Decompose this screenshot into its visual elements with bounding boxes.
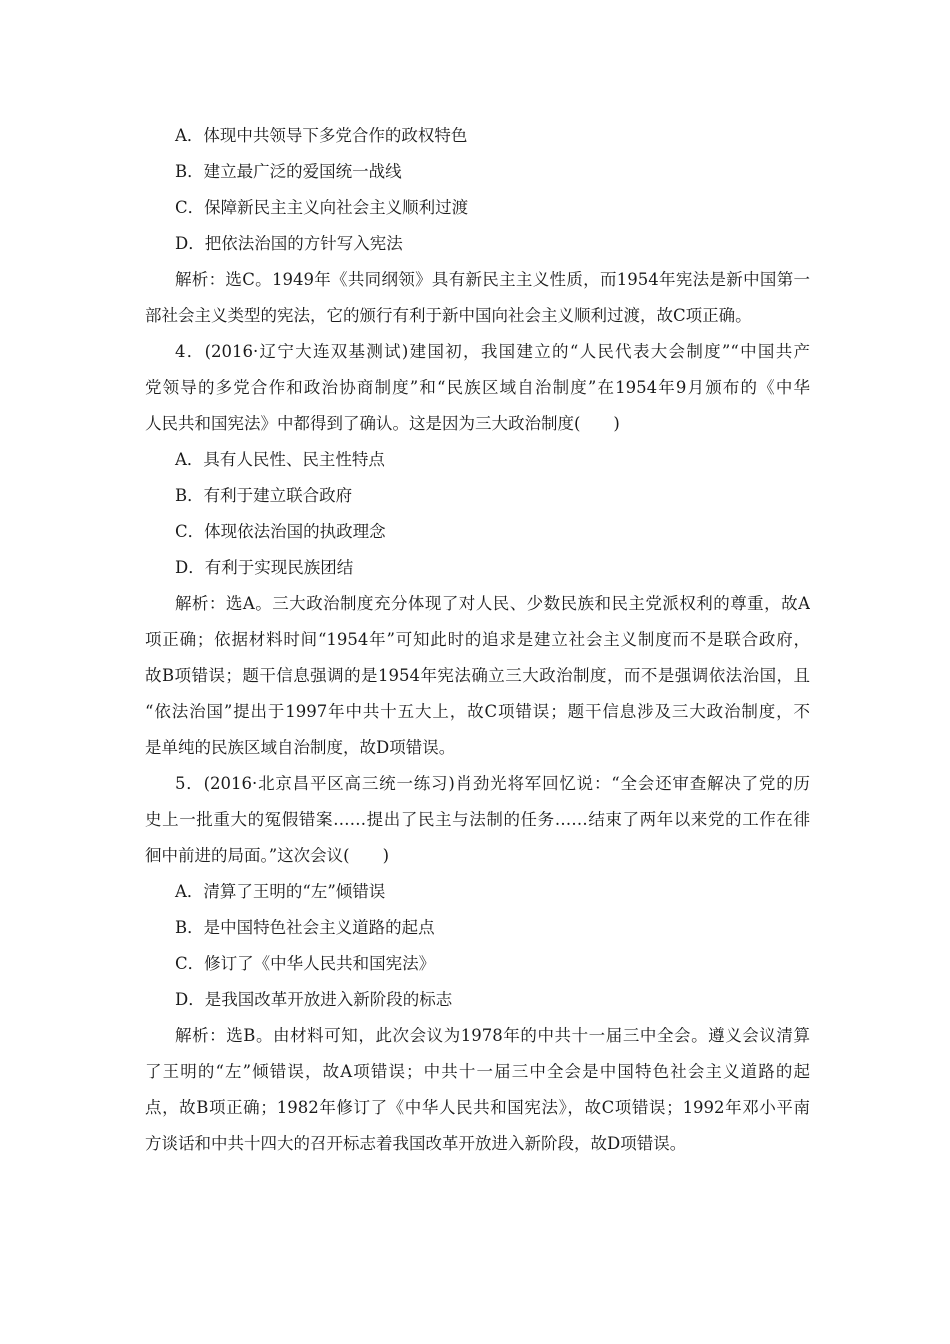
q5-option-d: D．是我国改革开放进入新阶段的标志 — [175, 990, 453, 1009]
q5-analysis-line-4: 方谈话和中共十四大的召开标志着我国改革开放进入新阶段，故D项错误。 — [145, 1134, 687, 1153]
q5-stem-line-2: 史上一批重大的冤假错案……提出了民主与法制的任务……结束了两年以来党的工作在徘 — [145, 810, 810, 829]
q4-option-c: C．体现依法治国的执政理念 — [175, 522, 386, 541]
q4-analysis-line-4: “依法治国”提出于1997年中共十五大上，故C项错误；题干信息涉及三大政治制度，不 — [145, 702, 810, 721]
q4-analysis-line-2: 项正确；依据材料时间“1954年”可知此时的追求是建立社会主义制度而不是联合政府， — [145, 630, 810, 649]
q5-analysis-line-3: 点，故B项正确；1982年修订了《中华人民共和国宪法》，故C项错误；1992年邓小平南 — [145, 1098, 810, 1117]
q3-option-a: A．体现中共领导下多党合作的政权特色 — [175, 126, 468, 145]
q4-stem-line-3: 人民共和国宪法》中都得到了确认。这是因为三大政治制度( ) — [145, 414, 620, 433]
q4-analysis-line-3: 故B项错误；题干信息强调的是1954年宪法确立三大政治制度，而不是强调依法治国，且 — [145, 666, 810, 685]
q4-option-b: B．有利于建立联合政府 — [175, 486, 353, 505]
q4-option-d: D．有利于实现民族团结 — [175, 558, 354, 577]
q3-option-b: B．建立最广泛的爱国统一战线 — [175, 162, 402, 181]
q3-analysis-line-1: 解析：选C。1949年《共同纲领》具有新民主主义性质，而1954年宪法是新中国第一 — [175, 270, 810, 289]
q5-option-c: C．修订了《中华人民共和国宪法》 — [175, 954, 436, 973]
q4-option-a: A．具有人民性、民主性特点 — [175, 450, 385, 469]
q5-analysis-line-2: 了王明的“左”倾错误，故A项错误；中共十一届三中全会是中国特色社会主义道路的起 — [145, 1062, 810, 1081]
q3-option-c: C．保障新民主主义向社会主义顺利过渡 — [175, 198, 469, 217]
q3-analysis-line-2: 部社会主义类型的宪法，它的颁行有利于新中国向社会主义顺利过渡，故C项正确。 — [145, 306, 752, 325]
q4-stem-line-1: 4．(2016·辽宁大连双基测试)建国初，我国建立的“人民代表大会制度”“中国共产 — [175, 342, 810, 361]
q4-stem-line-2: 党领导的多党合作和政治协商制度”和“民族区域自治制度”在1954年9月颁布的《中华 — [145, 378, 810, 397]
q4-analysis-line-1: 解析：选A。三大政治制度充分体现了对人民、少数民族和民主党派权利的尊重，故A — [175, 594, 810, 613]
q3-option-d: D．把依法治国的方针写入宪法 — [175, 234, 403, 253]
q5-stem-line-3: 徊中前进的局面。”这次会议( ) — [145, 846, 390, 865]
q5-analysis-line-1: 解析：选B。由材料可知，此次会议为1978年的中共十一届三中全会。遵义会议清算 — [175, 1026, 810, 1045]
q4-analysis-line-5: 是单纯的民族区域自治制度，故D项错误。 — [145, 738, 456, 757]
document-page — [145, 118, 810, 1162]
q5-stem-line-1: 5．(2016·北京昌平区高三统一练习)肖劲光将军回忆说：“全会还审查解决了党的历 — [175, 774, 810, 793]
q5-option-b: B．是中国特色社会主义道路的起点 — [175, 918, 435, 937]
q5-option-a: A．清算了王明的“左”倾错误 — [175, 882, 386, 901]
